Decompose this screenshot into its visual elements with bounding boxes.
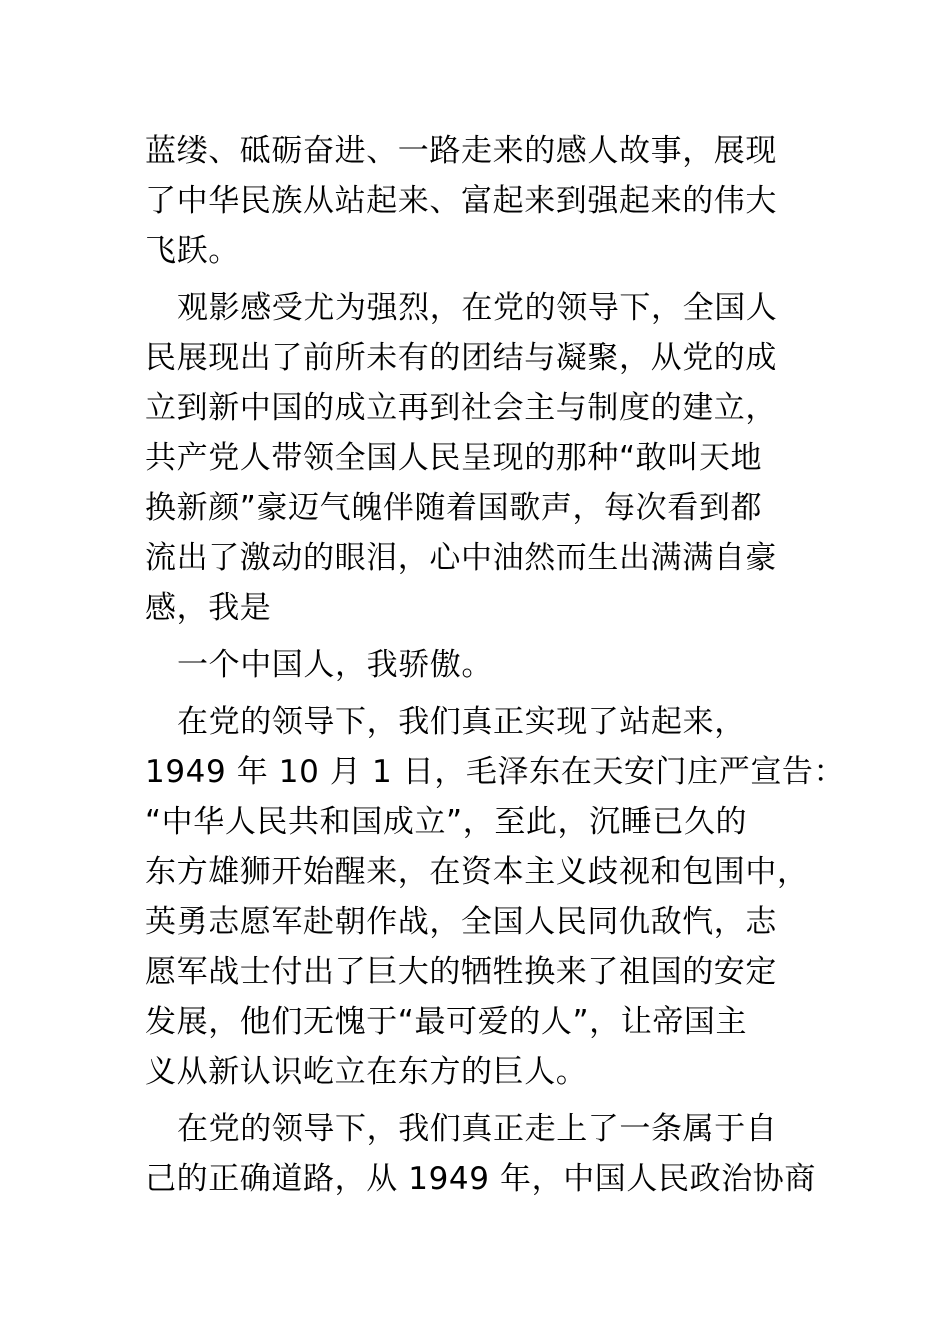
text-line: 飞跃。 bbox=[145, 233, 240, 269]
paragraph-first-line: 在党的领导下，我们真正走上了一条属于自 bbox=[177, 1111, 778, 1147]
text-line: 东方雄狮开始醒来，在资本主义歧视和包围中， bbox=[145, 854, 809, 890]
text-line: 共产党人带领全国人民呈现的那种“敢叫天地 bbox=[145, 440, 763, 476]
text-line: 英勇志愿军赴朝作战，全国人民同仇敌忾，志 bbox=[145, 904, 777, 940]
text-line: “中华人民共和国成立”，至此，沉睡已久的 bbox=[145, 804, 748, 840]
text-line: 1949 年 10 月 1 日，毛泽东在天安门庄严宣告： bbox=[145, 754, 846, 790]
text-line: 己的正确道路，从 1949 年，中国人民政治协商 bbox=[145, 1161, 816, 1197]
text-line: 立到新中国的成立再到社会主与制度的建立， bbox=[145, 390, 777, 426]
paragraph-first-line: 观影感受尤为强烈，在党的领导下，全国人 bbox=[177, 290, 778, 326]
text-line: 流出了激动的眼泪，心中油然而生出满满自豪 bbox=[145, 540, 777, 576]
body-text bbox=[145, 126, 846, 1204]
text-line: 了中华民族从站起来、富起来到强起来的伟大 bbox=[145, 183, 777, 219]
text-line: 愿军战士付出了巨大的牺牲换来了祖国的安定 bbox=[145, 954, 777, 990]
paragraph-first-line: 一个中国人，我骄傲。 bbox=[177, 647, 493, 683]
text-line: 发展，他们无愧于“最可爱的人”，让帝国主 bbox=[145, 1004, 748, 1040]
text-line: 感，我是 bbox=[145, 590, 272, 626]
text-line: 义从新认识屹立在东方的巨人。 bbox=[145, 1054, 588, 1090]
text-line: 蓝缕、砥砺奋进、一路走来的感人故事，展现 bbox=[145, 133, 777, 169]
text-line: 民展现出了前所未有的团结与凝聚，从党的成 bbox=[145, 340, 777, 376]
text-line: 换新颜”豪迈气魄伴随着国歌声，每次看到都 bbox=[145, 490, 763, 526]
paragraph-first-line: 在党的领导下，我们真正实现了站起来， bbox=[177, 704, 746, 740]
